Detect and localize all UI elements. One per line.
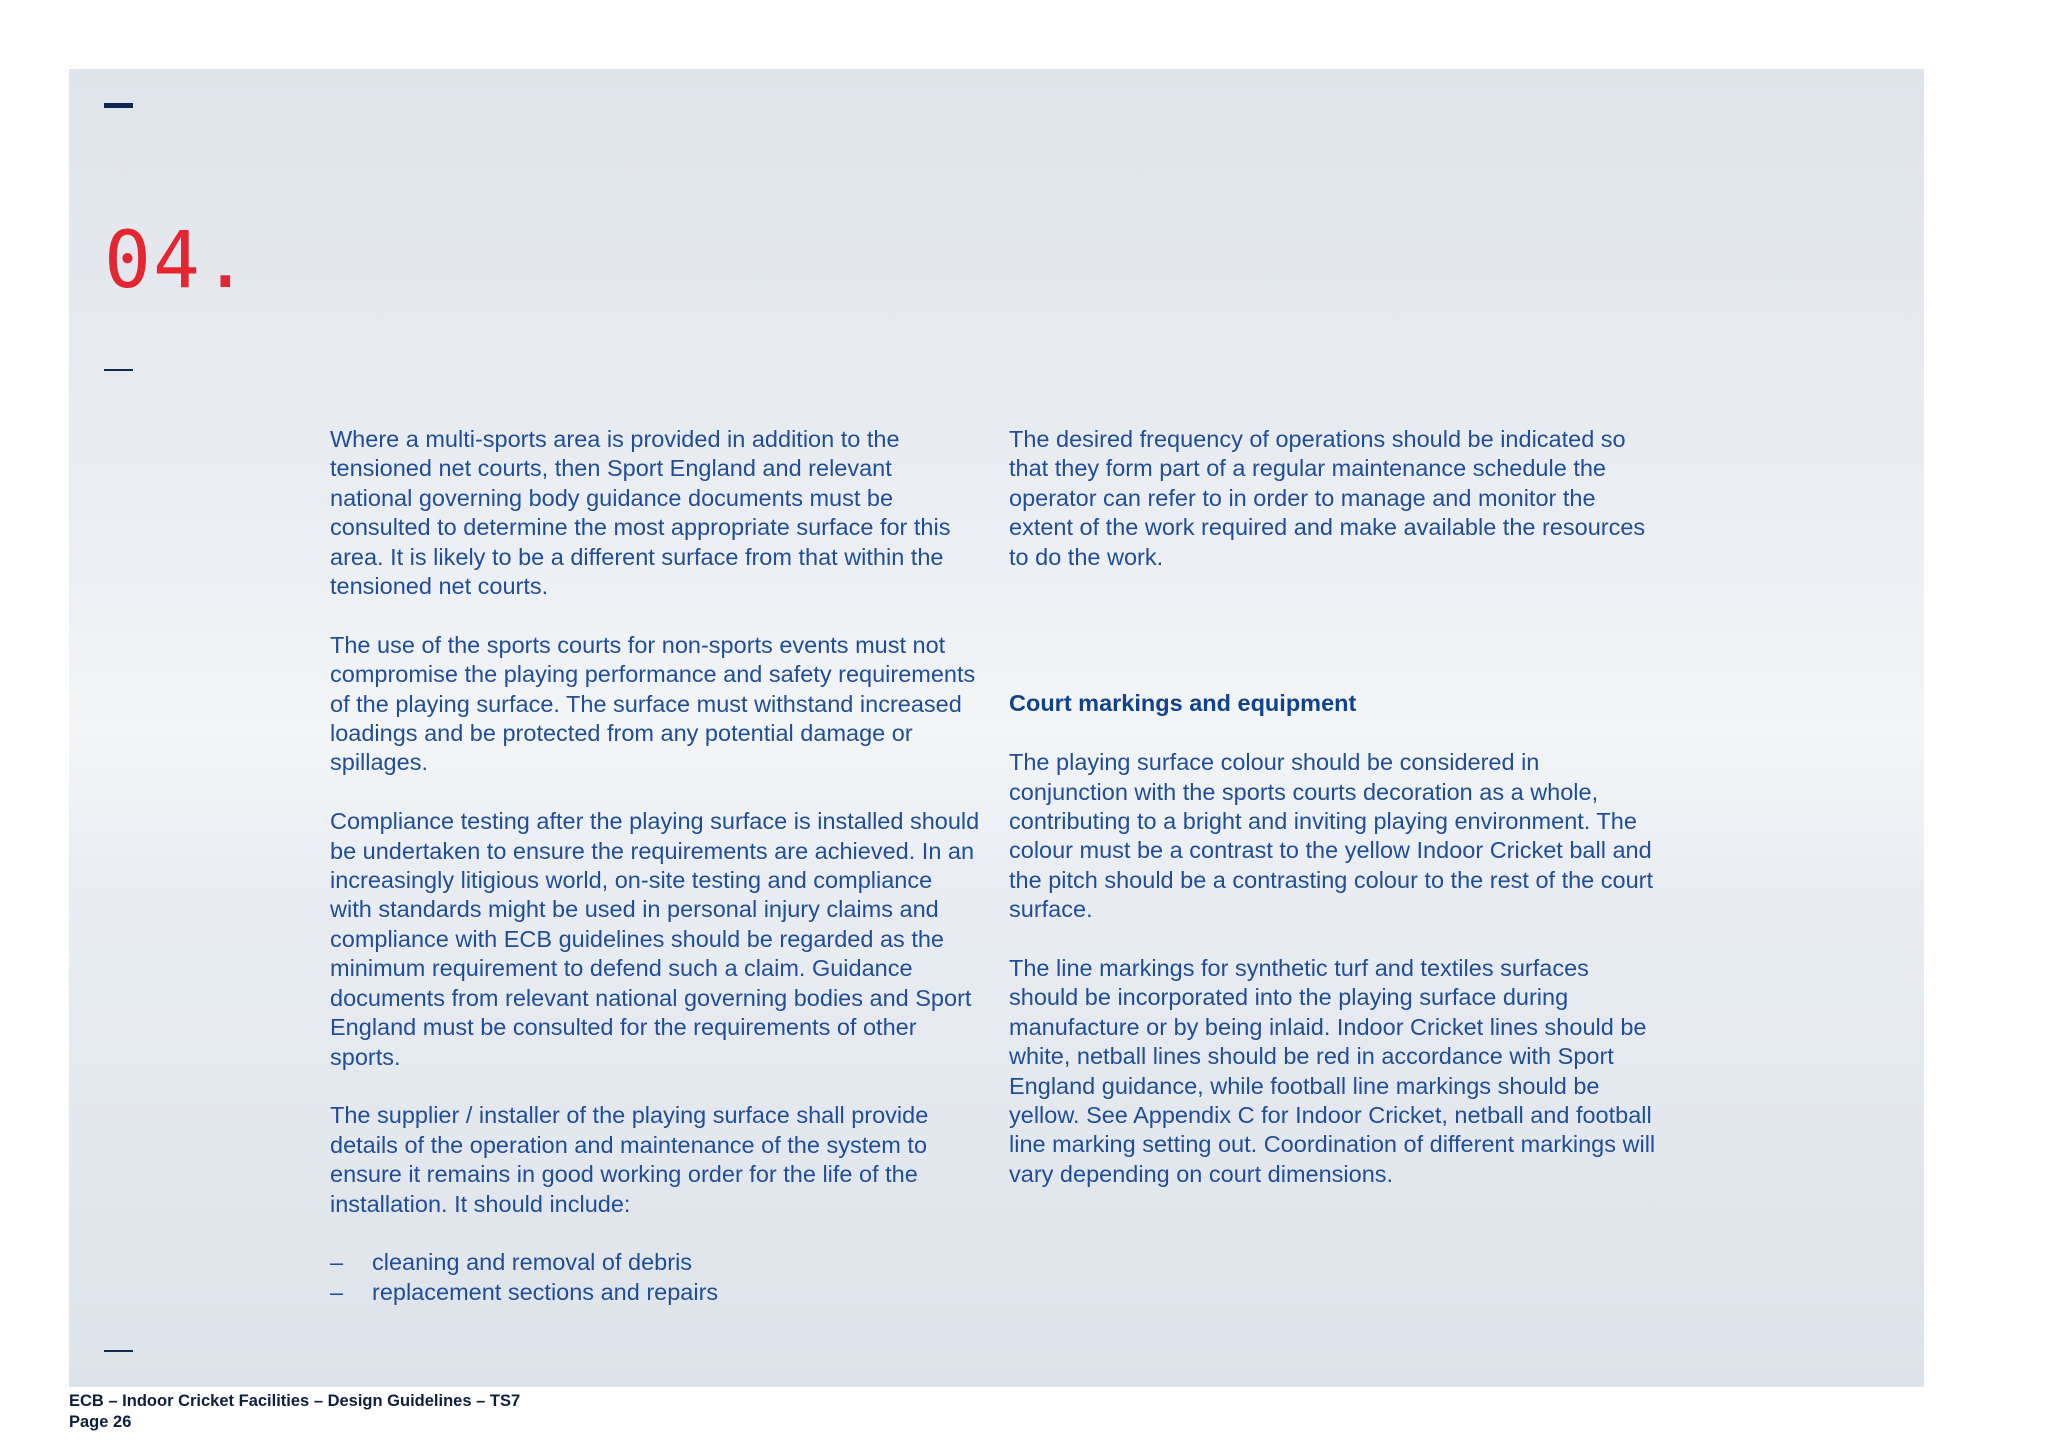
paragraph-compliance-testing: Compliance testing after the playing surface is installed should be undertaken to ensure the requirements are achieved. In an increasingly litigious world, on-site testing and compliance with standards might be used in personal injury claims and compliance with ECB guidelines should be regarded as the minimum requirement to defend such a claim. Guidance documents from relevant national governing bodies and Sport England must be consulted for the requirements of other sports.: [330, 808, 980, 1070]
list-item: [330, 1248, 980, 1277]
list-item-text: cleaning and removal of debris: [372, 1249, 693, 1276]
paragraph-multi-sports-area: Where a multi-sports area is provided in addition to the tensioned net courts, then Sport England and relevant national governing body guidance documents must be consulted to determine the most appropriate surface for this area. It is likely to be a different surface from that within the tensioned net courts.: [330, 426, 951, 600]
divider-rule-top: [104, 369, 133, 371]
bullet-dash: –: [330, 1249, 344, 1276]
paragraph-supplier-installer: The supplier / installer of the playing surface shall provide details of the operation and maintenance of the system to ensure it remains in good working order for the life of the installation. It should include:: [330, 1102, 929, 1217]
section-marker-bar: [104, 103, 133, 108]
paragraph-surface-colour: The playing surface colour should be considered in conjunction with the sports courts decoration as a whole, contributing to a bright and inviting playing environment. The colour must be a contrast to the yellow Indoor Cricket ball and the pitch should be a contrasting colour to the rest of the court surface.: [1009, 749, 1654, 923]
paragraph-line-markings: The line markings for synthetic turf and textiles surfaces should be incorporated into the playing surface during manufacture or by being inlaid. Indoor Cricket lines should be white, netball lines should be red in accordance with Sport England guidance, while football line markings should be yellow. See Appendix C for Indoor Cricket, netball and football line marking setting out. Coordination of different markings will vary depending on court dimensions.: [1009, 955, 1656, 1187]
maintenance-list: [330, 1248, 980, 1307]
paragraph-non-sports-events: The use of the sports courts for non-sports events must not compromise the playing performance and safety requirements of the playing surface. The surface must withstand increased loadings and be protected from any potential damage or spillages.: [330, 631, 976, 776]
paragraph-operation-frequency: The desired frequency of operations should be indicated so that they form part of a regular maintenance schedule the operator can refer to in order to manage and monitor the extent of the work required and make available the resources to do the work.: [1009, 426, 1646, 570]
heading-court-markings: Court markings and equipment: [1009, 690, 1357, 717]
column-spacer: [1009, 601, 1659, 689]
list-item-text: replacement sections and repairs: [372, 1278, 719, 1305]
footer-document-title: ECB – Indoor Cricket Facilities – Design Guidelines – TS7: [69, 1392, 521, 1410]
page-footer: [69, 1391, 520, 1433]
list-item: [330, 1278, 980, 1307]
left-column: [330, 425, 980, 1307]
divider-rule-bottom: [104, 1350, 133, 1352]
bullet-dash: –: [330, 1278, 344, 1305]
section-number: 04.: [104, 216, 251, 306]
footer-page-number: Page 26: [69, 1413, 132, 1431]
right-column: [1009, 425, 1659, 1219]
